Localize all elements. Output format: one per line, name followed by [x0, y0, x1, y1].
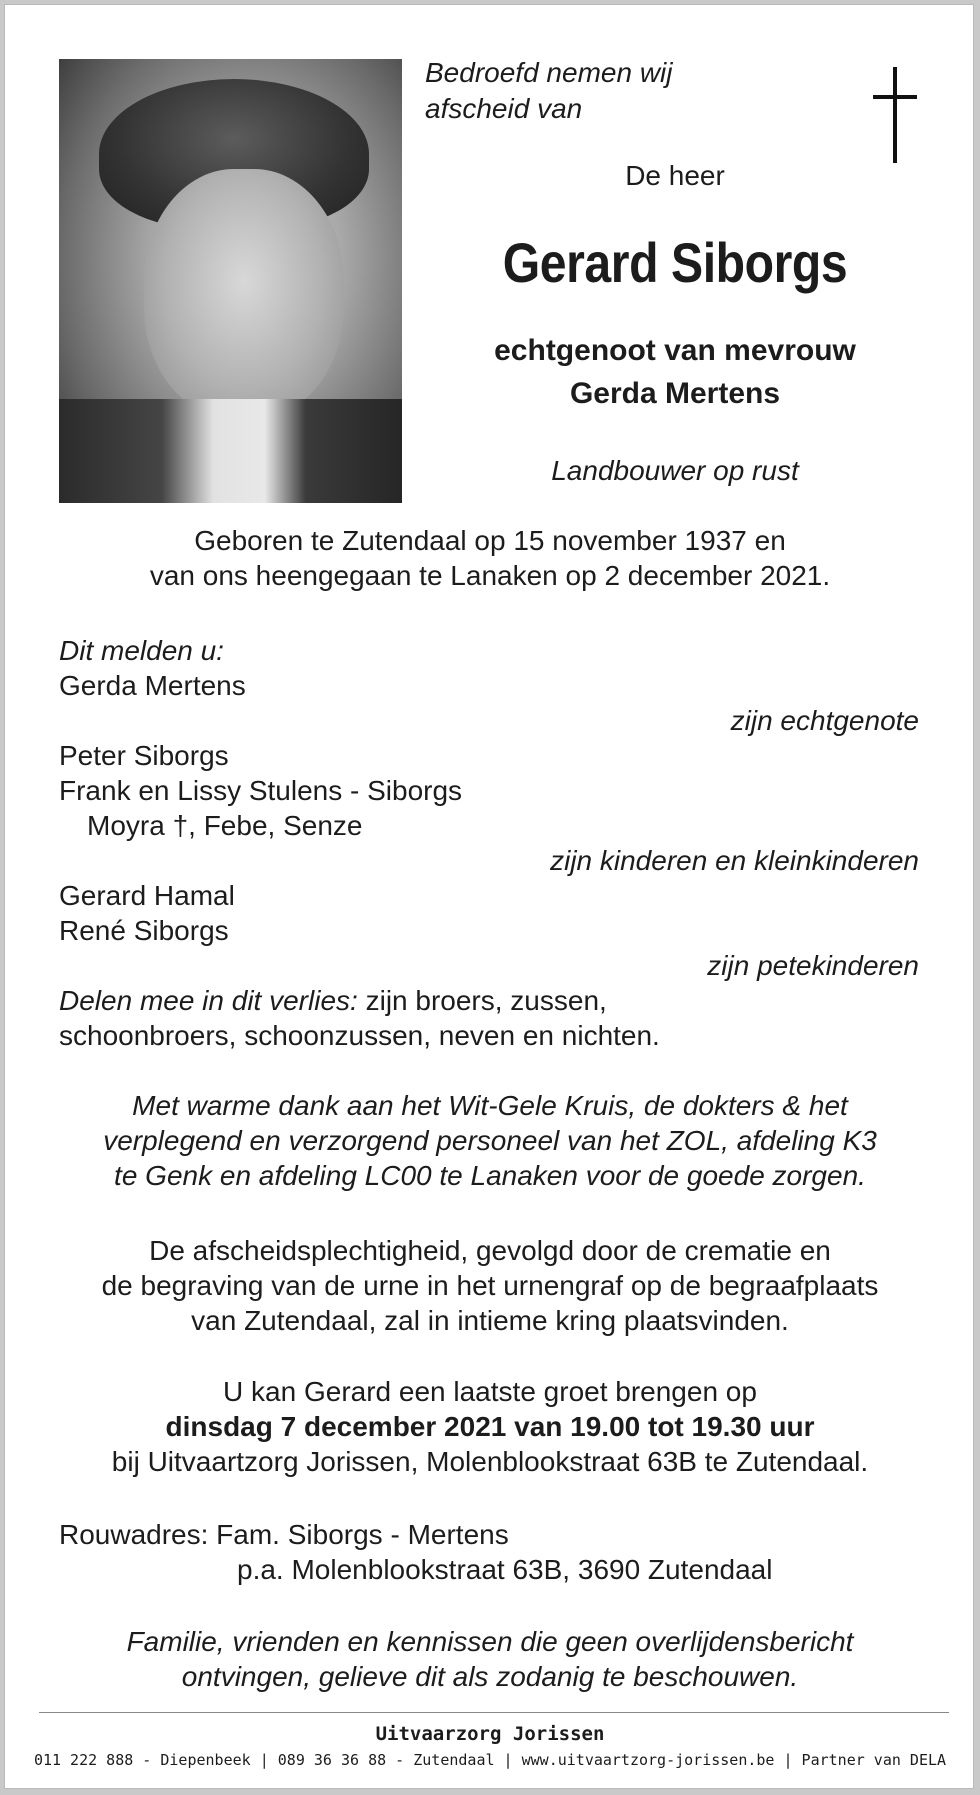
birth-death-line-1: Geboren te Zutendaal op 15 november 1937 en [194, 525, 786, 556]
family-shared-line-2: schoonbroers, schoonzussen, neven en nichten. [59, 1020, 660, 1051]
ceremony-line-3: van Zutendaal, zal in intieme kring plaatsvinden. [191, 1305, 789, 1336]
visitation-line-3: bij Uitvaartzorg Jorissen, Molenblookstraat 63B te Zutendaal. [111, 1446, 869, 1477]
deceased-name: Gerard Siborgs [502, 231, 848, 294]
family-children-relation: zijn kinderen en kleinkinderen [550, 845, 919, 876]
portrait-photo [59, 59, 402, 503]
spouse-line-2: Gerda Mertens [569, 377, 781, 410]
family-godchild-2: René Siborgs [59, 915, 229, 946]
family-spouse-name: Gerda Mertens [59, 670, 246, 701]
visitation-date: dinsdag 7 december 2021 van 19.00 tot 19.30 uur [165, 1411, 815, 1442]
thanks-line-1: Met warme dank aan het Wit-Gele Kruis, de dokters & het [132, 1090, 848, 1121]
thanks-line-2: verplegend en verzorgend personeel van het ZOL, afdeling K3 [103, 1125, 877, 1156]
family-spouse-relation: zijn echtgenote [730, 705, 919, 736]
footer-divider [39, 1712, 949, 1713]
family-shared-label: Delen mee in dit verlies: [59, 985, 358, 1016]
family-godchildren-relation: zijn petekinderen [707, 950, 919, 981]
family-heading: Dit melden u: [59, 635, 224, 666]
closing-line-1: Familie, vrienden en kennissen die geen overlijdensbericht [126, 1626, 854, 1657]
intro-line-1: Bedroefd nemen wij [425, 57, 673, 88]
spouse-line-1: echtgenoot van mevrouw [494, 334, 856, 367]
portrait-jacket [59, 399, 402, 503]
address-line-2: p.a. Molenblookstraat 63B, 3690 Zutendaal [237, 1554, 773, 1585]
footer-company: Uitvaarzorg Jorissen [375, 1723, 605, 1745]
address-line-1: Rouwadres: Fam. Siborgs - Mertens [59, 1519, 509, 1550]
family-child-1: Peter Siborgs [59, 740, 229, 771]
closing-line-2: ontvingen, gelieve dit als zodanig te beschouwen. [181, 1661, 799, 1692]
family-shared-rest-1: zijn broers, zussen, [357, 985, 607, 1016]
occupation: Landbouwer op rust [551, 455, 799, 486]
family-godchild-1: Gerard Hamal [59, 880, 235, 911]
title-prefix: De heer [625, 160, 725, 191]
footer-contact: 011 222 888 - Diepenbeek | 089 36 36 88 - Zutendaal | www.uitvaartzorg-jorissen.be | Partner van DELA [33, 1751, 947, 1769]
portrait-face [144, 169, 344, 419]
family-grandchildren: Moyra †, Febe, Senze [87, 810, 363, 841]
intro-line-2: afscheid van [425, 93, 583, 124]
obituary-card [4, 4, 974, 1789]
family-child-2: Frank en Lissy Stulens - Siborgs [59, 775, 463, 806]
visitation-line-1: U kan Gerard een laatste groet brengen op [223, 1376, 757, 1407]
thanks-line-3: te Genk en afdeling LC00 te Lanaken voor de goede zorgen. [114, 1160, 866, 1191]
cross-icon [873, 67, 917, 163]
birth-death-line-2: van ons heengegaan te Lanaken op 2 december 2021. [149, 560, 831, 591]
family-shared-line-1 [59, 983, 607, 1018]
ceremony-line-2: de begraving van de urne in het urnengraf op de begraafplaats [101, 1270, 879, 1301]
ceremony-line-1: De afscheidsplechtigheid, gevolgd door de crematie en [149, 1235, 831, 1266]
